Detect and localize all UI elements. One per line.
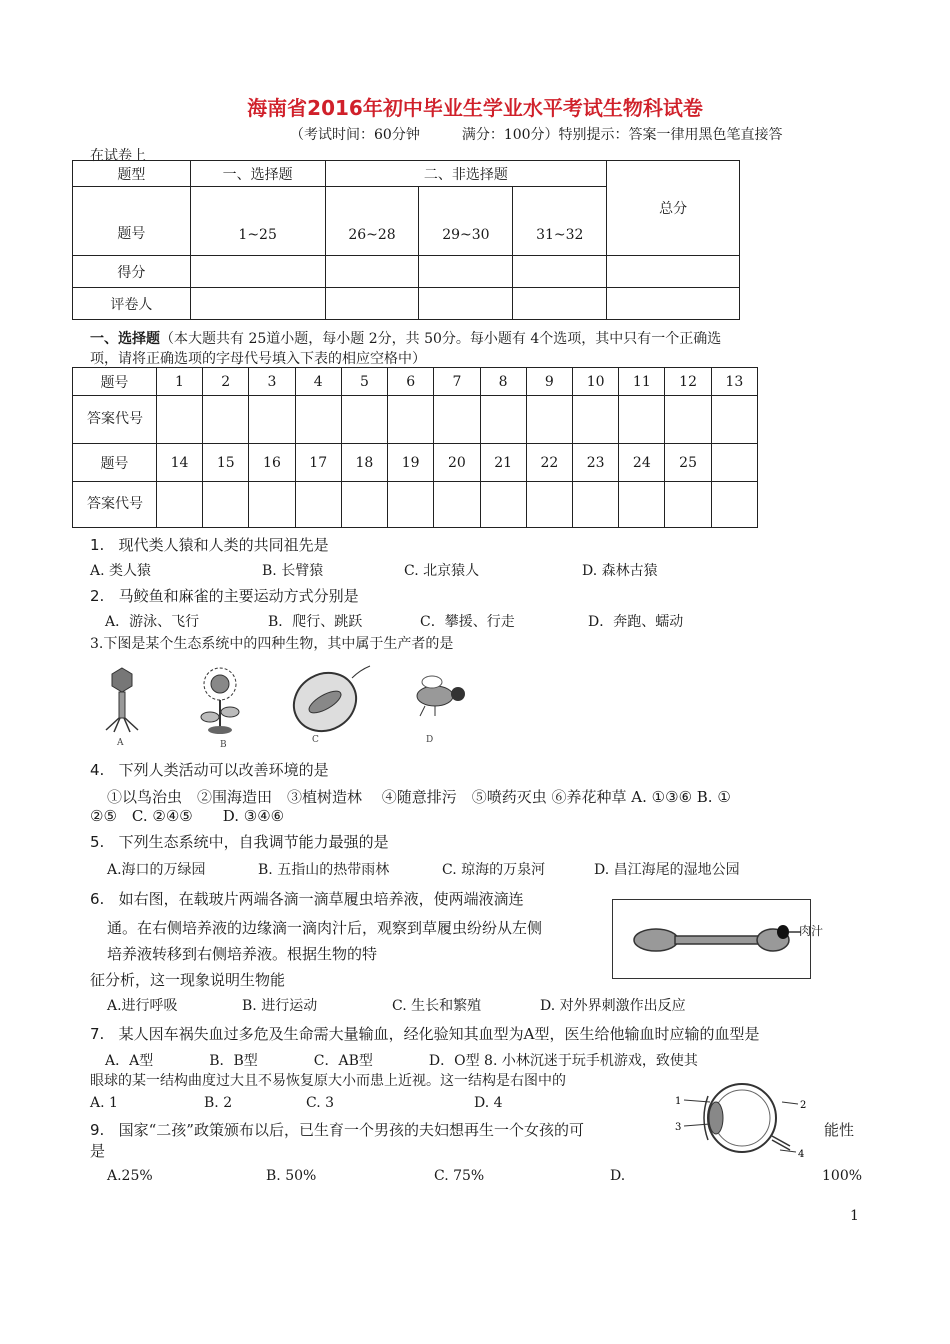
- question-number-cell: 3: [249, 368, 295, 396]
- question-8-text: 眼球的某一结构曲度过大且不易恢复原大小而患上近视。这一结构是右图中的: [90, 1073, 566, 1089]
- question-number-cell: 24: [619, 444, 665, 482]
- question-text: 现代类人猿和人类的共同祖先是: [118, 536, 329, 554]
- question-number: 7.: [90, 1025, 105, 1043]
- answer-cell[interactable]: [665, 482, 711, 528]
- range-cell: 31~32: [513, 187, 607, 256]
- bee-icon: [417, 676, 465, 716]
- question-number-cell: 7: [434, 368, 480, 396]
- sunflower-icon: [201, 668, 239, 734]
- question-number-cell: 8: [480, 368, 526, 396]
- question-number-cell: 15: [203, 444, 249, 482]
- answer-cell[interactable]: [619, 396, 665, 444]
- page-number: 1: [850, 1208, 859, 1224]
- answer-cell[interactable]: [619, 482, 665, 528]
- grader-cell[interactable]: [607, 288, 740, 320]
- question-text: 某人因车祸失血过多危及生命需大量输血，经化验知其血型为A型，医生给他输血时应输的血型是: [118, 1025, 760, 1043]
- answer-code-label: 答案代号: [73, 482, 157, 528]
- question-9-tail: 能性: [824, 1121, 855, 1139]
- range-cell: 1~25: [190, 187, 325, 256]
- figure-label: C: [312, 735, 319, 745]
- option-a[interactable]: A.海口的万绿园: [107, 862, 206, 878]
- eye-label: 4: [798, 1149, 805, 1160]
- option-a[interactable]: A．游泳、飞行: [105, 614, 200, 630]
- eye-label: 1: [675, 1096, 682, 1107]
- question-number-cell: 23: [572, 444, 618, 482]
- option-d[interactable]: D. 对外界刺激作出反应: [540, 998, 686, 1014]
- question-5: [90, 831, 389, 852]
- option-d[interactable]: D.: [610, 1168, 626, 1184]
- option-c[interactable]: C. 3: [306, 1095, 335, 1111]
- answer-cell[interactable]: [711, 482, 757, 528]
- question-7-options: A．A型 B．B型 C．AB型 D．O型 8. 小林沉迷于玩手机游戏，致使其: [105, 1053, 698, 1069]
- question-number-cell: 19: [388, 444, 434, 482]
- answer-cell[interactable]: [434, 482, 480, 528]
- range-cell: 29~30: [419, 187, 513, 256]
- option-c[interactable]: C. 生长和繁殖: [392, 998, 482, 1014]
- option-a[interactable]: A. 类人猿: [90, 563, 152, 579]
- option-b[interactable]: B. 50%: [266, 1168, 317, 1184]
- grader-cell[interactable]: [419, 288, 513, 320]
- grader-cell[interactable]: [325, 288, 419, 320]
- answer-cell[interactable]: [480, 396, 526, 444]
- question-number-cell: 5: [341, 368, 387, 396]
- question-number-cell: 14: [156, 444, 202, 482]
- question-1: [90, 534, 329, 555]
- page-title: 海南省2016年初中毕业生学业水平考试生物科试卷: [247, 96, 703, 120]
- answer-cell[interactable]: [572, 482, 618, 528]
- question-4-options-cont: ②⑤ C. ②④⑤ D. ③④⑥: [90, 807, 285, 825]
- question-number-cell: 17: [295, 444, 341, 482]
- header-num: 题号: [73, 187, 191, 256]
- answer-table: [72, 367, 758, 528]
- question-4-options: ①以鸟治虫 ②围海造田 ③植树造林 ④随意排污 ⑤喷药灭虫 ⑥养花种草 A. ①③⑥ B. ①: [107, 788, 731, 806]
- question-number-cell: 25: [665, 444, 711, 482]
- answer-cell[interactable]: [711, 396, 757, 444]
- option-c[interactable]: C. 北京猿人: [404, 563, 480, 579]
- grader-cell[interactable]: [190, 288, 325, 320]
- question-number: 4.: [90, 761, 105, 779]
- option-d-value: 100%: [822, 1168, 863, 1184]
- question-6-line2: 通。在右侧培养液的边缘滴一滴肉汁后，观察到草履虫纷纷从左侧: [107, 919, 543, 937]
- figure-label: B: [220, 740, 227, 750]
- question-6-line4: 征分析，这一现象说明生物能: [90, 971, 286, 989]
- answer-cell[interactable]: [249, 482, 295, 528]
- question-number: 5.: [90, 833, 105, 851]
- question-6: [90, 888, 524, 909]
- question-number-cell: 16: [249, 444, 295, 482]
- slide-diagram-icon: [613, 900, 810, 978]
- header-total: 总分: [607, 161, 740, 256]
- answer-cell[interactable]: [526, 482, 572, 528]
- answer-cell[interactable]: [665, 396, 711, 444]
- question-7: [90, 1023, 759, 1044]
- row-grader-label: 评卷人: [73, 288, 191, 320]
- option-b[interactable]: B. 进行运动: [242, 998, 318, 1014]
- option-c[interactable]: C. 琼海的万泉河: [442, 862, 546, 878]
- option-c[interactable]: C. 75%: [434, 1168, 485, 1184]
- score-cell[interactable]: [325, 256, 419, 288]
- virus-icon: [106, 668, 138, 732]
- figure-label: A: [117, 738, 124, 748]
- score-cell[interactable]: [607, 256, 740, 288]
- option-b[interactable]: B. 2: [204, 1095, 233, 1111]
- option-b[interactable]: B. 五指山的热带雨林: [258, 862, 390, 878]
- answer-cell[interactable]: [341, 396, 387, 444]
- figure-label: D: [426, 735, 434, 745]
- option-a[interactable]: A.25%: [107, 1168, 153, 1184]
- answer-cell[interactable]: [203, 396, 249, 444]
- answer-cell[interactable]: [526, 396, 572, 444]
- question-number-cell: 12: [665, 368, 711, 396]
- row-score-label: 得分: [73, 256, 191, 288]
- slide-figure: [612, 899, 811, 979]
- question-text: 马鲛鱼和麻雀的主要运动方式分别是: [118, 587, 359, 605]
- question-number-cell: 21: [480, 444, 526, 482]
- question-number: 2.: [90, 587, 105, 605]
- exam-info: （考试时间：60分钟 满分：100分）特别提示：答案一律用黑色笔直接答: [290, 127, 783, 143]
- question-6-line3: 培养液转移到右侧培养液。根据生物的特: [107, 945, 378, 963]
- question-number: 1.: [90, 536, 105, 554]
- section1-desc-cont: 项，请将正确选项的字母代号填入下表的相应空格中）: [90, 351, 426, 367]
- answer-cell[interactable]: [156, 396, 202, 444]
- eyeball-icon: [684, 1084, 798, 1152]
- score-cell[interactable]: [513, 256, 607, 288]
- question-number-cell: 6: [388, 368, 434, 396]
- answer-cell[interactable]: [295, 396, 341, 444]
- answer-cell[interactable]: [156, 482, 202, 528]
- answer-cell[interactable]: [203, 482, 249, 528]
- answer-cell[interactable]: [434, 396, 480, 444]
- header-type: 题型: [73, 161, 191, 187]
- question-number-cell: 4: [295, 368, 341, 396]
- option-d[interactable]: D. 森林古猿: [582, 563, 658, 579]
- answer-num-label: 题号: [73, 444, 157, 482]
- header-section2: 二、非选择题: [325, 161, 607, 187]
- organisms-figure: [90, 662, 480, 754]
- question-9-cont: 是: [90, 1142, 106, 1160]
- answer-cell[interactable]: [572, 396, 618, 444]
- bacterium-icon: [283, 662, 370, 742]
- question-3: 3.下图是某个生态系统中的四种生物，其中属于生产者的是: [90, 636, 454, 652]
- section1-heading: [90, 328, 721, 348]
- question-number-cell: 13: [711, 368, 757, 396]
- question-9: [90, 1119, 584, 1140]
- option-b[interactable]: B．爬行、跳跃: [268, 614, 363, 630]
- header-section1: 一、选择题: [190, 161, 325, 187]
- option-a[interactable]: A.进行呼吸: [107, 998, 178, 1014]
- answer-cell[interactable]: [388, 396, 434, 444]
- question-number-cell: 22: [526, 444, 572, 482]
- answer-cell[interactable]: [341, 482, 387, 528]
- option-a[interactable]: A. 1: [90, 1095, 118, 1111]
- answer-cell[interactable]: [480, 482, 526, 528]
- grader-cell[interactable]: [513, 288, 607, 320]
- question-number: 9.: [90, 1121, 105, 1139]
- option-c[interactable]: C．攀援、行走: [420, 614, 515, 630]
- question-4: [90, 759, 329, 780]
- question-number-cell: 18: [341, 444, 387, 482]
- range-cell: 26~28: [325, 187, 419, 256]
- option-d[interactable]: D. 昌江海尾的湿地公园: [594, 862, 740, 878]
- meat-juice-label: 肉汁: [799, 924, 824, 938]
- score-table: [72, 160, 740, 320]
- answer-code-label: 答案代号: [73, 396, 157, 444]
- score-cell[interactable]: [419, 256, 513, 288]
- option-d[interactable]: D．奔跑、蠕动: [588, 614, 684, 630]
- section1-title: 一、选择题: [90, 331, 160, 347]
- option-d[interactable]: D. 4: [474, 1095, 503, 1111]
- question-number: 6.: [90, 890, 105, 908]
- option-b[interactable]: B. 长臂猿: [262, 563, 324, 579]
- question-number-cell: 11: [619, 368, 665, 396]
- question-number-cell: 10: [572, 368, 618, 396]
- answer-cell[interactable]: [295, 482, 341, 528]
- question-number-cell: 1: [156, 368, 202, 396]
- eye-label: 2: [800, 1100, 807, 1111]
- question-text: 下列人类活动可以改善环境的是: [118, 761, 329, 779]
- question-number-cell: 20: [434, 444, 480, 482]
- question-2: [90, 585, 359, 606]
- question-text: 如右图，在载玻片两端各滴一滴草履虫培养液，使两端液滴连: [118, 890, 524, 908]
- exam-info-cont: 在试卷上: [90, 148, 146, 164]
- question-text: 下列生态系统中，自我调节能力最强的是: [118, 833, 389, 851]
- question-number-cell: 2: [203, 368, 249, 396]
- question-text: 国家“二孩”政策颁布以后，已生育一个男孩的夫妇想再生一个女孩的可: [118, 1121, 584, 1139]
- answer-num-label: 题号: [73, 368, 157, 396]
- eyeball-figure: [672, 1078, 822, 1160]
- section1-desc: （本大题共有 25道小题，每小题 2分，共 50分。每小题有 4个选项，其中只有一个正确选: [160, 331, 722, 347]
- score-cell[interactable]: [190, 256, 325, 288]
- answer-cell[interactable]: [249, 396, 295, 444]
- question-number-cell: 9: [526, 368, 572, 396]
- answer-cell[interactable]: [388, 482, 434, 528]
- eye-label: 3: [675, 1122, 682, 1133]
- question-number-cell: [711, 444, 757, 482]
